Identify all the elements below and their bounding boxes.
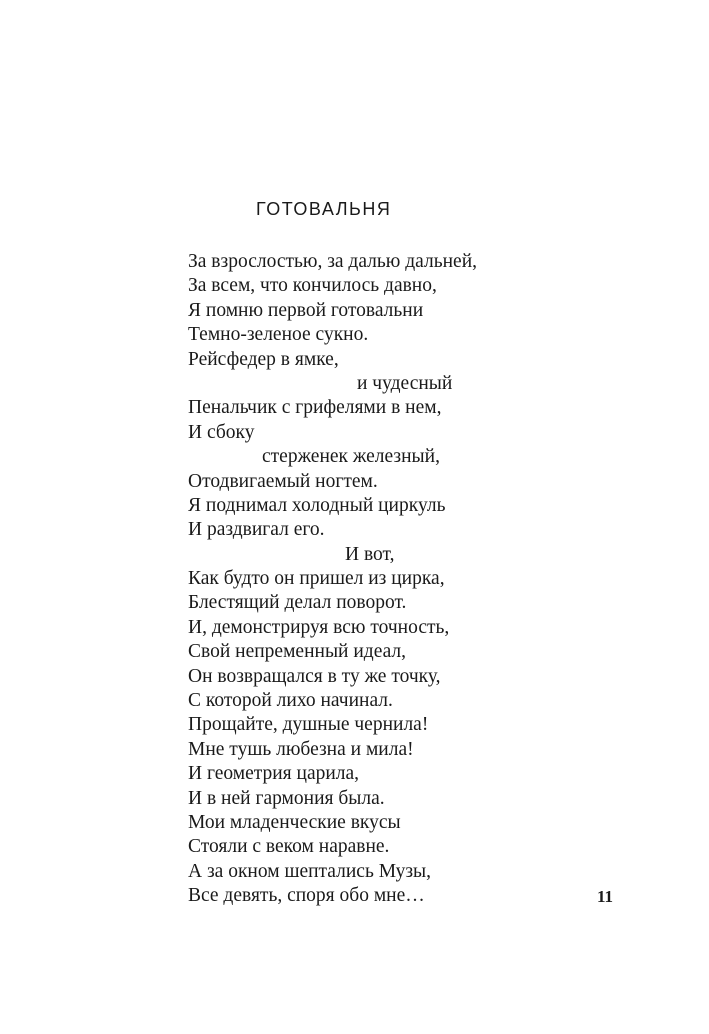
- poem-body: [188, 250, 608, 909]
- poem-line: За взрослостью, за далью дальней,: [188, 251, 478, 272]
- poem-line: Свой непременный идеал,: [188, 641, 407, 663]
- poem-line: Мои младенческие вкусы: [188, 811, 401, 833]
- page-number: 11: [597, 887, 614, 906]
- poem-line: И сбоку: [188, 421, 255, 443]
- poem-line: За всем, что кончилось давно,: [188, 275, 437, 297]
- poem-line: И раздвигал его.: [188, 519, 325, 541]
- poem-line: И, демонстрируя всю точность,: [188, 616, 450, 638]
- poem-line: Прощайте, душные чернила!: [188, 714, 429, 736]
- poem-line: Темно-зеленое сукно.: [188, 324, 369, 346]
- poem-line: А за окном шептались Музы,: [188, 860, 432, 882]
- poem-line: стерженек железный,: [262, 446, 440, 468]
- poem-line: Мне тушь любезна и мила!: [188, 738, 414, 760]
- poem-line: Отодвигаемый ногтем.: [188, 470, 378, 492]
- poem-line: Я поднимал холодный циркуль: [188, 494, 446, 516]
- poem-line: Как будто он пришел из цирка,: [188, 568, 445, 590]
- poem-line: И геометрия царила,: [188, 763, 360, 785]
- poem-line: Блестящий делал поворот.: [188, 592, 407, 614]
- poem-title: ГОТОВАЛЬНЯ: [256, 199, 392, 219]
- poem-line: и чудесный: [357, 372, 453, 394]
- poem-line: Пенальчик с грифелями в нем,: [188, 397, 442, 419]
- poem-line: И в ней гармония была.: [188, 787, 385, 809]
- poem-line: Я помню первой готовальни: [188, 299, 424, 321]
- poem-line: И вот,: [345, 543, 395, 565]
- poem-line: С которой лихо начинал.: [188, 690, 393, 712]
- poem-line: Все девять, споря обо мне…: [188, 885, 425, 907]
- poem-line: Рейсфедер в ямке,: [188, 348, 339, 370]
- poem-line: Стояли с веком наравне.: [188, 836, 390, 858]
- poem-line: Он возвращался в ту же точку,: [188, 665, 441, 687]
